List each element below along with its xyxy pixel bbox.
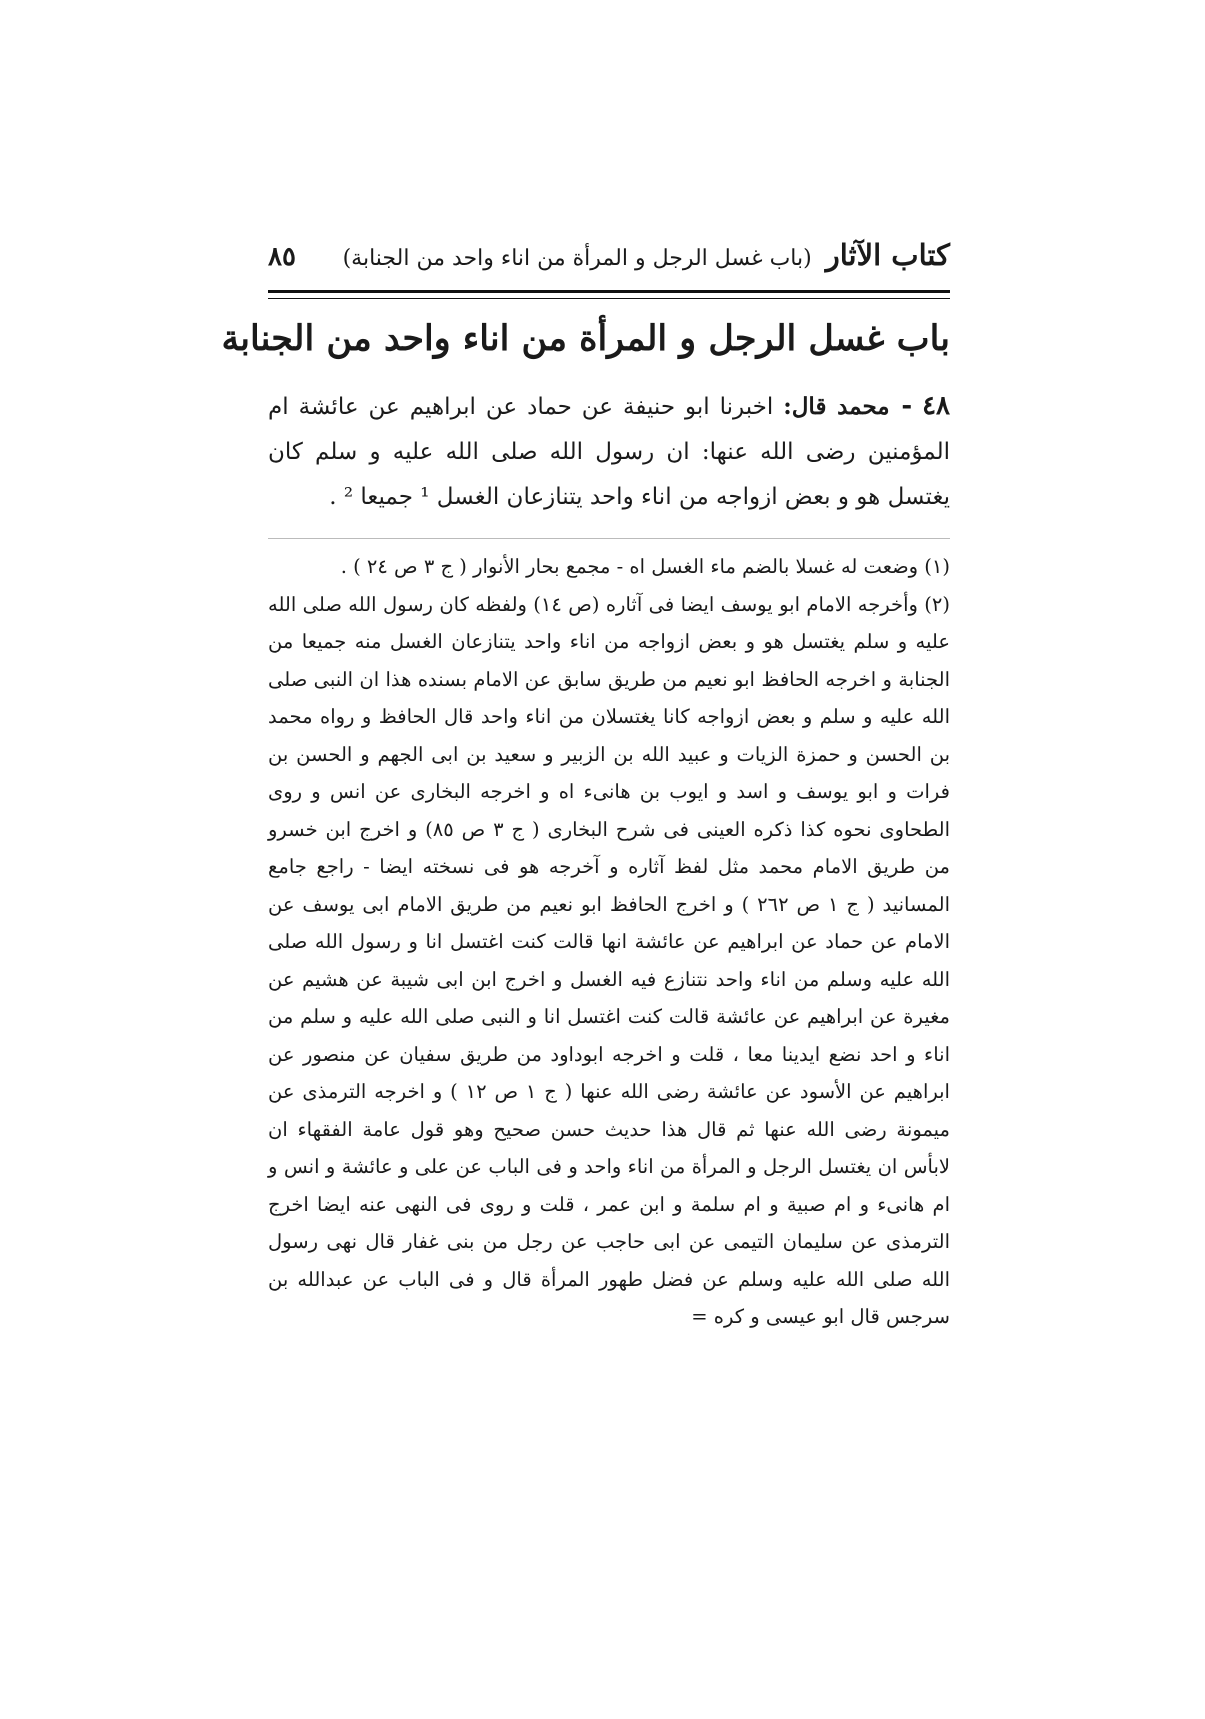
hadith-paragraph: ٤٨ - محمد قال: اخبرنا ابو حنيفة عن حماد عن ابراهيم عن عائشة ام المؤمنين رضى الله عنها: ان رسول الله صلى الله عليه و سلم كان يغتسل هو و بعض ازواجه من اناء واحد يتنازعان الغسل ¹ جميعا ² . [268,391,950,510]
hadith-text: اخبرنا ابو حنيفة عن حماد عن ابراهيم عن عائشة ام المؤمنين رضى الله عنها: ان رسول الله صلى الله عليه و سلم كان يغتسل هو و بعض ازواجه من اناء واحد يتنازعان الغسل ¹ جميعا ² . [268,394,950,510]
header-rule-thin [268,298,950,299]
header-book-title: كتاب الآثار [825,238,950,272]
footnote-separator [268,538,950,539]
footnote-text: وأخرجه الامام ابو يوسف ايضا فى آثاره (ص ١٤) ولفظه كان رسول الله صلى الله عليه و سلم يغتسل هو و بعض ازواجه من اناء واحد يتنازعان الغسل منه جميعا من الجنابة و اخرجه الحافظ ابو نعيم من طريق سابق عن الامام بسنده هذا ان النبى صلى الله عليه و سلم و بعض ازواجه كانا يغتسلان من اناء واحد قال الحافظ و رواه محمد بن الحسن و حمزة الزيات و عبيد الله بن الزبير و سعيد بن ابى الجهم و الحسن بن فرات و ابو يوسف و اسد و ايوب بن هانىء اه و اخرجه البخارى عن انس و روى الطحاوى نحوه كذا ذكره العينى فى شرح البخارى ( ج ٣ ص ٨٥) و اخرج ابن خسرو من طريق الامام محمد مثل لفظ آثاره و آخرجه هو فى نسخته ايضا - راجع جامع المسانيد ( ج ١ ص ٢٦٢ ) و اخرج الحافظ ابو نعيم من طريق الامام ابى يوسف عن الامام عن حماد عن ابراهيم عن عائشة انها قالت كنت اغتسل انا و رسول الله صلى الله عليه وسلم من اناء واحد نتنازع فيه الغسل و اخرج ابن ابى شيبة عن هشيم عن مغيرة عن ابراهيم عن عائشة قالت كنت اغتسل انا و النبى صلى الله عليه و سلم من اناء و احد نضع ايدينا معا ، قلت و اخرجه ابوداود من طريق سفيان عن منصور عن ابراهيم عن الأسود عن عائشة رضى الله عنها ( ج ١ ص ١٢ ) و اخرجه الترمذى عن ميمونة رضى الله عنها ثم قال هذا حديث حسن صحيح وهو قول عامة الفقهاء ان لابأس ان يغتسل الرجل و المرأة من اناء واحد و فى الباب عن على و عائشة و انس و ام هانىء و ام صبية و ام سلمة و ابن عمر ، قلت و روى فى النهى عنه ايضا اخرج الترمذى عن سليمان التيمى عن ابى حاجب عن رجل من بنى غفار قال نهى رسول الله صلى الله عليه وسلم عن فضل طهور المرأة قال و فى الباب عن عبدالله بن سرجس قال ابو عيسى و كره = [268,592,950,1328]
footnote-marker: (١) [924,555,950,578]
chapter-title: باب غسل الرجل و المرأة من اناء واحد من الجنابة [221,318,950,359]
header-rule-thick [268,290,950,293]
footnote-1 [268,548,950,586]
running-header [268,238,950,286]
page-number: ٨٥ [268,242,296,272]
footnotes [268,548,950,1336]
hadith-narrator: محمد قال: [783,393,890,420]
footnote-2 [268,586,950,1336]
hadith-number: ٤٨ [922,391,950,421]
footnote-text: وضعت له غسلا بالضم ماء الغسل اه - مجمع بحار الأنوار ( ج ٣ ص ٢٤ ) . [340,555,919,578]
header-chapter-title: (باب غسل الرجل و المرأة من اناء واحد من الجنابة) [342,246,812,271]
footnote-marker: (٢) [924,592,950,616]
